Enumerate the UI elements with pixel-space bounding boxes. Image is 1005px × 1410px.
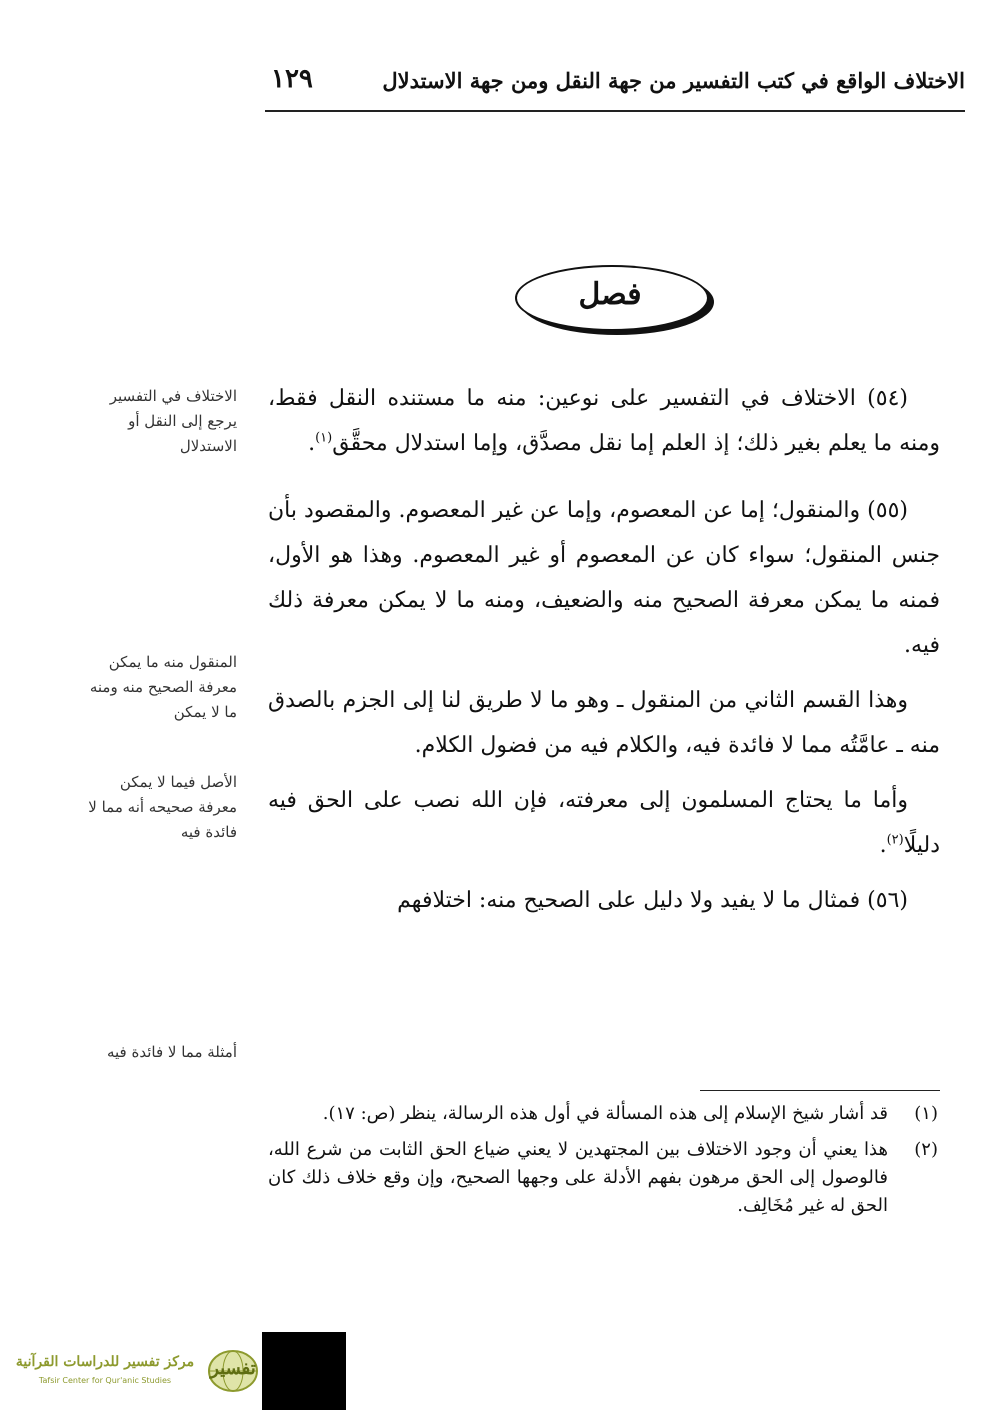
paragraph-54 (268, 376, 940, 466)
chapter-heading: فصل (578, 277, 642, 312)
paragraph-text: (٥٦) فمثال ما لا يفيد ولا دليل على الصحيح منه: اختلافهم (397, 888, 908, 913)
footnote-item (268, 1136, 940, 1220)
margin-note: الأصل فيما لا يمكن معرفة صحيحه أنه مما لا فائدة فيه (88, 773, 237, 841)
margin-note: المنقول منه ما يمكن معرفة الصحيح منه ومنه ما لا يمكن (89, 653, 237, 721)
margin-note: أمثلة مما لا فائدة فيه (106, 1043, 237, 1061)
logo-word: تفسير (210, 1358, 256, 1379)
paragraph-tail: . (308, 431, 316, 456)
paragraph-second-part (268, 678, 940, 768)
logo-subtitle: Tafsir Center for Qur'anic Studies (38, 1376, 172, 1385)
footnote-number: (٢) (914, 1139, 938, 1160)
header-title: الاختلاف الواقع في كتب التفسير من جهة النقل ومن جهة الاستدلال (382, 68, 965, 93)
chapter-heading-badge (515, 265, 710, 331)
paragraph-56 (268, 878, 940, 923)
paragraph-text: وأما ما يحتاج المسلمون إلى معرفته، فإن الله نصب على الحق فيه دليلًا (268, 788, 940, 858)
footnote-divider (700, 1090, 940, 1091)
footnote-item (268, 1100, 940, 1128)
footnote-ref: (٢) (886, 832, 904, 848)
paragraph-text: (٥٥) والمنقول؛ إما عن المعصوم، وإما عن غير المعصوم. والمقصود بأن جنس المنقول؛ سواء كان عن المعصوم أو غير المعصوم. وهذا هو الأول، فمنه ما يمكن معرفة الصحيح منه والضعيف، ومنه ما لا يمكن معرفة ذلك فيه. (268, 498, 940, 658)
logo-name: مركز تفسير للدراسات القرآنية (15, 1354, 195, 1370)
margin-note: الاختلاف في التفسير يرجع إلى النقل أو الاستدلال (109, 387, 237, 455)
paragraph-text: (٥٤) الاختلاف في التفسير على نوعين: منه ما مستنده النقل فقط، ومنه ما يعلم بغير ذلك؛ إذ العلم إما نقل مصدَّق، وإما استدلال محقَّق (268, 386, 940, 456)
running-header (265, 60, 965, 112)
paragraph-tail: . (879, 833, 887, 858)
footnote-ref: (١) (315, 430, 333, 446)
paragraph-needed-knowledge (268, 778, 940, 868)
page-number: ١٢٩ (271, 64, 313, 94)
paragraph-text: وهذا القسم الثاني من المنقول ـ وهو ما لا طريق لنا إلى الجزم بالصدق منه ـ عامَّتُه مما لا فائدة فيه، والكلام فيه من فضول الكلام. (268, 688, 940, 758)
tafsir-center-logo (10, 1348, 260, 1396)
main-text (268, 376, 940, 923)
footnote-text: هذا يعني أن وجود الاختلاف بين المجتهدين لا يعني ضياع الحق الثابت من شرع الله، فالوصول إلى الحق مرهون بفهم الأدلة على وجهها الصحيح، وإن وقع خلاف ذلك كان الحق له غير مُخَالِف. (268, 1139, 888, 1216)
black-box (262, 1332, 346, 1410)
footnotes (268, 1100, 940, 1228)
footnote-number: (١) (914, 1103, 938, 1124)
paragraph-55 (268, 488, 940, 668)
footnote-text: قد أشار شيخ الإسلام إلى هذه المسألة في أول هذه الرسالة، ينظر (ص: ١٧). (322, 1103, 888, 1124)
